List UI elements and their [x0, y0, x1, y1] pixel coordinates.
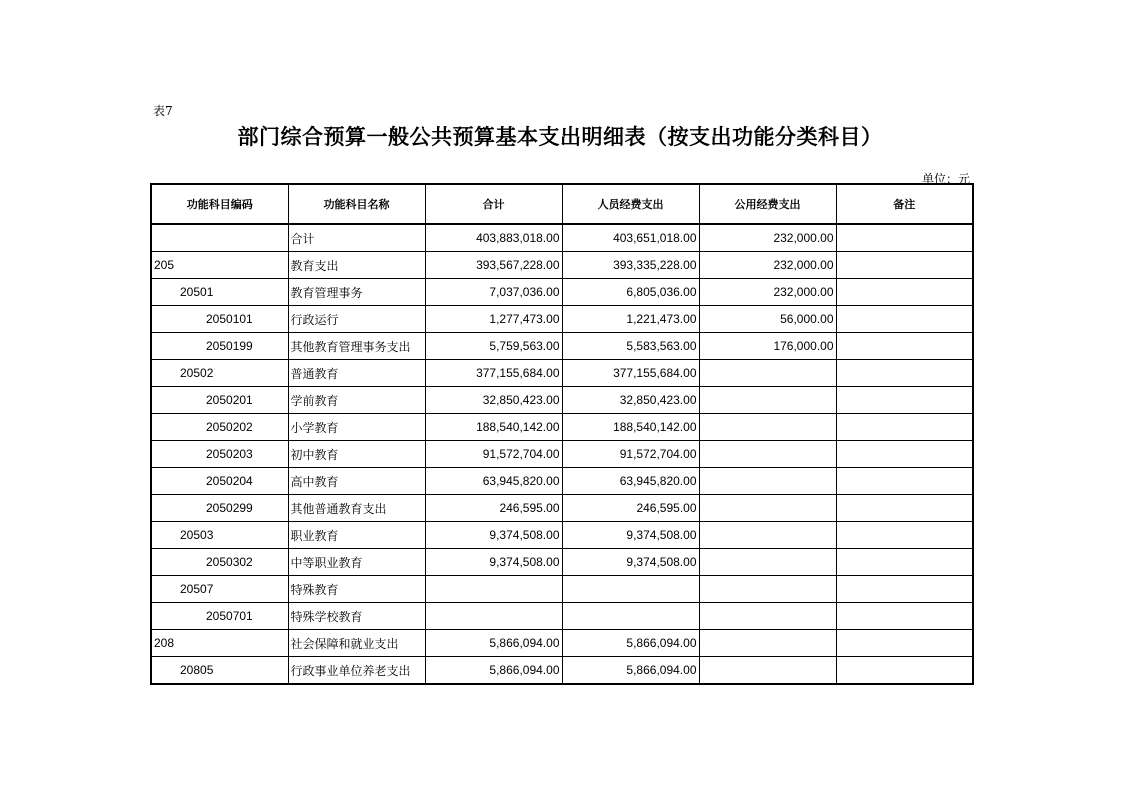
row-code: 20501 — [151, 279, 288, 306]
row-code: 2050701 — [151, 603, 288, 630]
row-name: 特殊教育 — [288, 576, 425, 603]
table-row — [151, 468, 973, 495]
row-public — [699, 522, 836, 549]
row-remark — [836, 576, 973, 603]
row-code — [151, 224, 288, 252]
table-row — [151, 603, 973, 630]
row-public — [699, 468, 836, 495]
row-code: 20503 — [151, 522, 288, 549]
header-public: 公用经费支出 — [699, 184, 836, 224]
budget-table — [150, 183, 974, 685]
row-code: 2050101 — [151, 306, 288, 333]
row-remark — [836, 549, 973, 576]
row-name: 初中教育 — [288, 441, 425, 468]
row-name: 高中教育 — [288, 468, 425, 495]
row-public — [699, 630, 836, 657]
row-total: 9,374,508.00 — [425, 549, 562, 576]
row-personnel: 9,374,508.00 — [562, 522, 699, 549]
row-total — [425, 576, 562, 603]
row-personnel: 5,583,563.00 — [562, 333, 699, 360]
row-remark — [836, 603, 973, 630]
table-row — [151, 495, 973, 522]
row-code: 2050199 — [151, 333, 288, 360]
row-name: 行政事业单位养老支出 — [288, 657, 425, 685]
row-total: 32,850,423.00 — [425, 387, 562, 414]
header-remark: 备注 — [836, 184, 973, 224]
row-name: 职业教育 — [288, 522, 425, 549]
table-row — [151, 306, 973, 333]
row-public: 232,000.00 — [699, 224, 836, 252]
row-personnel: 91,572,704.00 — [562, 441, 699, 468]
row-total: 7,037,036.00 — [425, 279, 562, 306]
row-remark — [836, 630, 973, 657]
table-row — [151, 224, 973, 252]
table-header-row — [151, 184, 973, 224]
row-public — [699, 441, 836, 468]
row-total: 393,567,228.00 — [425, 252, 562, 279]
table-row — [151, 522, 973, 549]
row-public — [699, 603, 836, 630]
row-name: 教育支出 — [288, 252, 425, 279]
row-public: 56,000.00 — [699, 306, 836, 333]
row-public — [699, 549, 836, 576]
row-remark — [836, 495, 973, 522]
row-personnel: 1,221,473.00 — [562, 306, 699, 333]
row-personnel: 393,335,228.00 — [562, 252, 699, 279]
row-remark — [836, 414, 973, 441]
row-personnel: 246,595.00 — [562, 495, 699, 522]
row-name: 其他普通教育支出 — [288, 495, 425, 522]
row-personnel — [562, 576, 699, 603]
row-remark — [836, 468, 973, 495]
row-code: 2050299 — [151, 495, 288, 522]
row-public — [699, 414, 836, 441]
row-public — [699, 576, 836, 603]
table-row — [151, 252, 973, 279]
row-remark — [836, 333, 973, 360]
row-code: 2050201 — [151, 387, 288, 414]
row-code: 2050204 — [151, 468, 288, 495]
page-title: 部门综合预算一般公共预算基本支出明细表（按支出功能分类科目） — [237, 125, 883, 149]
row-name: 教育管理事务 — [288, 279, 425, 306]
row-personnel: 188,540,142.00 — [562, 414, 699, 441]
row-remark — [836, 224, 973, 252]
row-name: 学前教育 — [288, 387, 425, 414]
row-total: 246,595.00 — [425, 495, 562, 522]
row-personnel: 9,374,508.00 — [562, 549, 699, 576]
row-remark — [836, 360, 973, 387]
table-row — [151, 360, 973, 387]
row-public — [699, 360, 836, 387]
table-row — [151, 549, 973, 576]
row-personnel: 377,155,684.00 — [562, 360, 699, 387]
row-remark — [836, 657, 973, 685]
row-name: 社会保障和就业支出 — [288, 630, 425, 657]
row-total: 63,945,820.00 — [425, 468, 562, 495]
row-name: 合计 — [288, 224, 425, 252]
row-remark — [836, 306, 973, 333]
row-code: 2050302 — [151, 549, 288, 576]
header-name: 功能科目名称 — [288, 184, 425, 224]
row-personnel: 403,651,018.00 — [562, 224, 699, 252]
row-personnel: 5,866,094.00 — [562, 657, 699, 685]
row-personnel: 6,805,036.00 — [562, 279, 699, 306]
row-total: 188,540,142.00 — [425, 414, 562, 441]
row-total: 91,572,704.00 — [425, 441, 562, 468]
row-public: 232,000.00 — [699, 279, 836, 306]
row-name: 特殊学校教育 — [288, 603, 425, 630]
row-total — [425, 603, 562, 630]
row-total: 1,277,473.00 — [425, 306, 562, 333]
header-total: 合计 — [425, 184, 562, 224]
row-remark — [836, 441, 973, 468]
row-code: 2050202 — [151, 414, 288, 441]
row-code: 20502 — [151, 360, 288, 387]
table-row — [151, 441, 973, 468]
row-personnel: 32,850,423.00 — [562, 387, 699, 414]
row-code: 20507 — [151, 576, 288, 603]
header-personnel: 人员经费支出 — [562, 184, 699, 224]
row-total: 403,883,018.00 — [425, 224, 562, 252]
row-name: 中等职业教育 — [288, 549, 425, 576]
row-total: 5,866,094.00 — [425, 630, 562, 657]
row-personnel: 5,866,094.00 — [562, 630, 699, 657]
row-remark — [836, 252, 973, 279]
header-code: 功能科目编码 — [151, 184, 288, 224]
row-personnel: 63,945,820.00 — [562, 468, 699, 495]
row-remark — [836, 387, 973, 414]
table-row — [151, 279, 973, 306]
row-public — [699, 657, 836, 685]
table-row — [151, 387, 973, 414]
row-total: 9,374,508.00 — [425, 522, 562, 549]
row-name: 小学教育 — [288, 414, 425, 441]
table-row — [151, 414, 973, 441]
row-code: 2050203 — [151, 441, 288, 468]
row-public — [699, 387, 836, 414]
row-remark — [836, 279, 973, 306]
row-code: 208 — [151, 630, 288, 657]
unit-label: 单位：元 — [921, 172, 970, 186]
row-public: 176,000.00 — [699, 333, 836, 360]
row-total: 5,759,563.00 — [425, 333, 562, 360]
row-name: 普通教育 — [288, 360, 425, 387]
table-number-label: 表7 — [153, 104, 173, 118]
row-code: 20805 — [151, 657, 288, 685]
row-remark — [836, 522, 973, 549]
row-name: 行政运行 — [288, 306, 425, 333]
table-row — [151, 576, 973, 603]
table-row — [151, 333, 973, 360]
row-total: 377,155,684.00 — [425, 360, 562, 387]
row-name: 其他教育管理事务支出 — [288, 333, 425, 360]
table-row — [151, 657, 973, 685]
row-total: 5,866,094.00 — [425, 657, 562, 685]
row-code: 205 — [151, 252, 288, 279]
row-public — [699, 495, 836, 522]
row-public: 232,000.00 — [699, 252, 836, 279]
row-personnel — [562, 603, 699, 630]
table-row — [151, 630, 973, 657]
